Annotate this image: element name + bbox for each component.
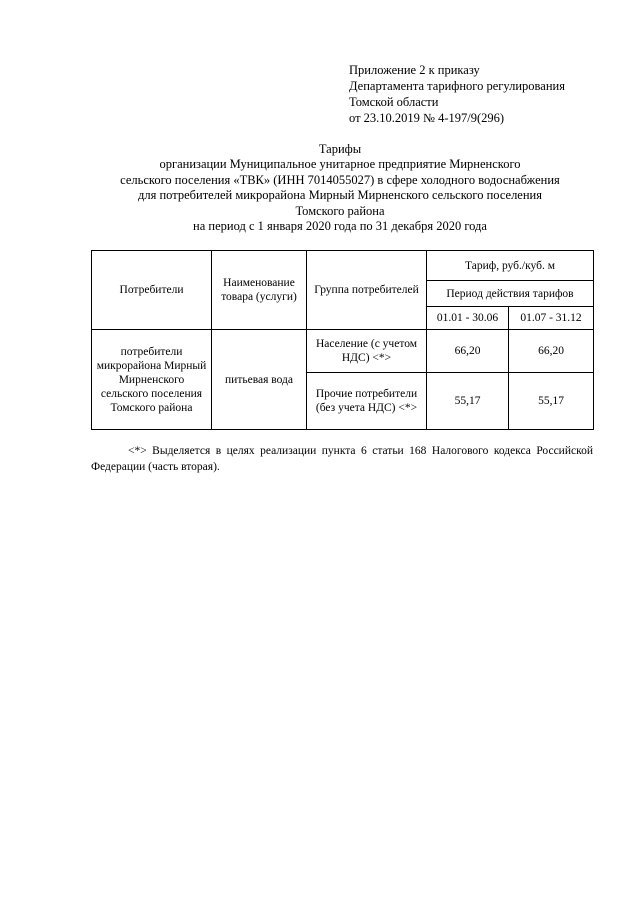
header-period-2: 01.07 - 31.12 bbox=[509, 307, 594, 330]
header-consumer-group: Группа потребителей bbox=[307, 251, 427, 330]
order-annex-block bbox=[349, 62, 565, 126]
cell-group: Население (с учетом НДС) <*> bbox=[307, 330, 427, 373]
cell-tariff-value: 55,17 bbox=[509, 373, 594, 430]
header-tariff-period: Период действия тарифов bbox=[427, 281, 594, 307]
header-period-1: 01.01 - 30.06 bbox=[427, 307, 509, 330]
annex-line: Департамента тарифного регулирования bbox=[349, 79, 565, 93]
annex-line: от 23.10.2019 № 4-197/9(296) bbox=[349, 111, 505, 125]
header-product: Наименование товара (услуги) bbox=[212, 251, 307, 330]
cell-tariff-value: 55,17 bbox=[427, 373, 509, 430]
title-line: Томского района bbox=[295, 203, 385, 218]
title-line: сельского поселения «ТВК» (ИНН 7014055027) в сфере холодного водоснабжения bbox=[120, 172, 560, 187]
tariff-table bbox=[91, 250, 594, 430]
table-row bbox=[92, 330, 594, 373]
cell-tariff-value: 66,20 bbox=[509, 330, 594, 373]
header-tariff: Тариф, руб./куб. м bbox=[427, 251, 594, 281]
title-line: Тарифы bbox=[318, 142, 362, 156]
title-line: на период с 1 января 2020 года по 31 декабря 2020 года bbox=[193, 219, 487, 234]
header-consumers: Потребители bbox=[92, 251, 212, 330]
cell-consumer: потребители микрорайона Мирный Мирненского сельского поселения Томского района bbox=[92, 330, 212, 430]
cell-tariff-value: 66,20 bbox=[427, 330, 509, 373]
table-header-row bbox=[92, 251, 594, 281]
cell-group: Прочие потребители (без учета НДС) <*> bbox=[307, 373, 427, 430]
footnote: <*> Выделяется в целях реализации пункта 6 статьи 168 Налогового кодекса Российской Федерации (часть вторая). bbox=[91, 445, 593, 473]
annex-line: Приложение 2 к приказу bbox=[349, 63, 480, 77]
document-title bbox=[70, 142, 610, 234]
cell-product: питьевая вода bbox=[212, 330, 307, 430]
annex-line: Томской области bbox=[349, 95, 439, 109]
title-line: для потребителей микрорайона Мирный Мирненского сельского поселения bbox=[138, 188, 542, 203]
title-line: организации Муниципальное унитарное предприятие Мирненского bbox=[159, 157, 521, 172]
